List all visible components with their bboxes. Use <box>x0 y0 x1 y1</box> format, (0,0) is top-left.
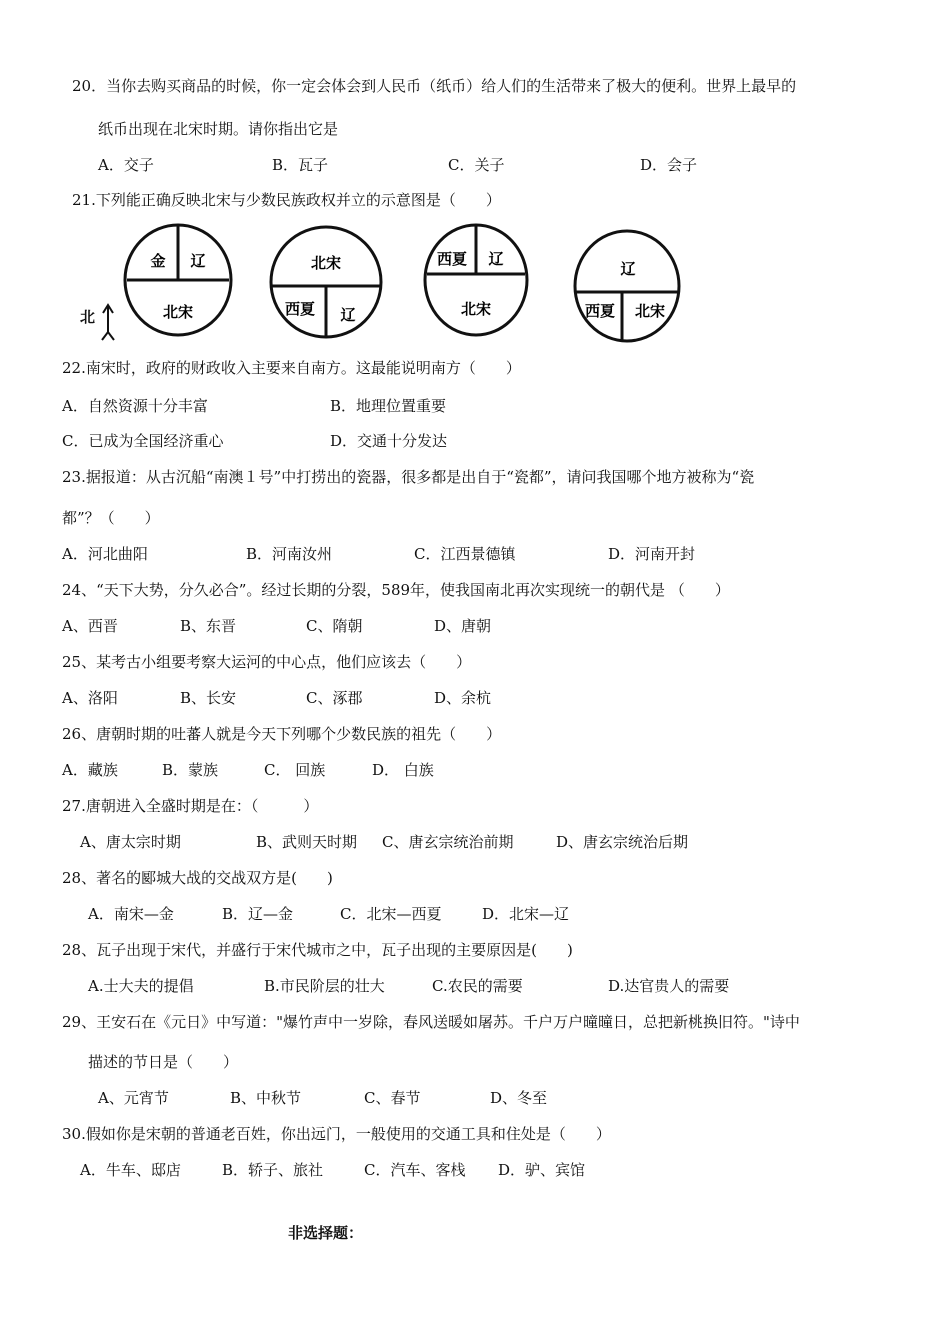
q24-option-a: A、西晋 <box>62 617 118 635</box>
q20-option-a: A．交子 <box>98 156 154 174</box>
diagram-3-bottom: 北宋 <box>460 300 492 318</box>
diagram-3 <box>422 222 530 338</box>
q27-option-c: C、唐玄宗统治前期 <box>382 833 514 851</box>
q28a-option-a: A．南宋—金 <box>88 905 174 923</box>
q22-option-b: B．地理位置重要 <box>330 397 447 415</box>
q20-option-d: D．会子 <box>640 156 698 174</box>
q28a-option-b: B．辽—金 <box>222 905 294 923</box>
q23-option-b: B．河南汝州 <box>246 545 333 563</box>
q20-stem-line2: 纸币出现在北宋时期。请你指出它是 <box>98 120 339 138</box>
q30-option-b: B．轿子、旅社 <box>222 1161 324 1179</box>
q28b-option-a: A.士大夫的提倡 <box>88 977 194 995</box>
q21-stem: 21.下列能正确反映北宋与少数民族政权并立的示意图是（ ） <box>72 191 501 209</box>
q30-option-c: C．汽车、客栈 <box>364 1161 466 1179</box>
q29-stem-line1: 29、王安石在《元日》中写道："爆竹声中一岁除，春风送暖如屠苏。千户万户曈曈日，总把新桃换旧符。"诗中 <box>62 1013 800 1031</box>
q27-option-b: B、武则天时期 <box>256 833 358 851</box>
q28a-option-c: C．北宋—西夏 <box>340 905 442 923</box>
q30-option-a: A．牛车、邸店 <box>80 1161 181 1179</box>
q22-stem: 22.南宋时，政府的财政收入主要来自南方。这最能说明南方（ ） <box>62 359 521 377</box>
q24-stem: 24、“天下大势，分久必合”。经过长期的分裂，589年，使我国南北再次实现统一的朝代是 （ ） <box>62 581 730 599</box>
q20-stem-line1: 20．当你去购买商品的时候，你一定会体会到人民币（纸币）给人们的生活带来了极大的便利。世界上最早的 <box>72 77 797 95</box>
diagram-2-bottom-right: 辽 <box>340 306 356 324</box>
q25-option-d: D、余杭 <box>434 689 492 707</box>
q28b-option-d: D.达官贵人的需要 <box>608 977 730 995</box>
q20-option-b: B．瓦子 <box>272 156 329 174</box>
q25-option-b: B、长安 <box>180 689 237 707</box>
q26-stem: 26、唐朝时期的吐蕃人就是今天下列哪个少数民族的祖先（ ） <box>62 725 502 743</box>
q22-option-c: C．已成为全国经济重心 <box>62 432 224 450</box>
q26-option-b: B．蒙族 <box>162 761 219 779</box>
diagram-2-bottom-left: 西夏 <box>284 300 316 318</box>
q23-stem-line1: 23.据报道：从古沉船“南澳１号”中打捞出的瓷器，很多都是出自于“瓷都”，请问我国哪个地方被称为“瓷 <box>62 468 755 486</box>
q28b-stem: 28、瓦子出现于宋代，并盛行于宋代城市之中，瓦子出现的主要原因是( ) <box>62 941 573 959</box>
q23-option-a: A．河北曲阳 <box>62 545 148 563</box>
q24-option-b: B、东晋 <box>180 617 237 635</box>
q28a-stem: 28、著名的郾城大战的交战双方是( ) <box>62 869 333 887</box>
q22-option-a: A．自然资源十分丰富 <box>62 397 208 415</box>
q26-option-a: A．藏族 <box>62 761 118 779</box>
q29-option-c: C、春节 <box>364 1089 421 1107</box>
q27-option-a: A、唐太宗时期 <box>80 833 181 851</box>
q22-option-d: D．交通十分发达 <box>330 432 448 450</box>
diagram-1-top-right: 辽 <box>190 252 206 270</box>
q23-stem-line2: 都”？（ ） <box>62 509 160 527</box>
q28b-option-b: B.市民阶层的壮大 <box>264 977 385 995</box>
diagram-1 <box>122 222 234 338</box>
north-label: 北 <box>80 308 96 326</box>
diagram-1-bottom: 北宋 <box>162 303 194 321</box>
q30-stem: 30.假如你是宋朝的普通老百姓，你出远门，一般使用的交通工具和住处是（ ） <box>62 1125 611 1143</box>
q24-option-d: D、唐朝 <box>434 617 492 635</box>
q24-option-c: C、隋朝 <box>306 617 363 635</box>
q25-option-a: A、洛阳 <box>62 689 118 707</box>
q30-option-d: D．驴、宾馆 <box>498 1161 586 1179</box>
diagram-4 <box>572 228 682 344</box>
diagram-3-top-right: 辽 <box>488 250 504 268</box>
diagram-3-top-left: 西夏 <box>436 250 468 268</box>
diagram-2-top: 北宋 <box>310 254 342 272</box>
q27-stem: 27.唐朝进入全盛时期是在：（ ） <box>62 797 319 815</box>
q26-option-c: C． 回族 <box>264 761 326 779</box>
diagram-4-bottom-right: 北宋 <box>634 302 666 320</box>
q27-option-d: D、唐玄宗统治后期 <box>556 833 689 851</box>
diagram-4-bottom-left: 西夏 <box>584 302 616 320</box>
diagram-2 <box>268 224 384 340</box>
q23-option-d: D．河南开封 <box>608 545 696 563</box>
diagram-4-top: 辽 <box>620 260 636 278</box>
q29-stem-line2: 描述的节日是（ ） <box>88 1053 239 1071</box>
q29-option-b: B、中秋节 <box>230 1089 302 1107</box>
q23-option-c: C．江西景德镇 <box>414 545 516 563</box>
q29-option-a: A、元宵节 <box>98 1089 169 1107</box>
q25-option-c: C、涿郡 <box>306 689 363 707</box>
section-heading-non-choice: 非选择题： <box>288 1224 364 1242</box>
q25-stem: 25、某考古小组要考察大运河的中心点，他们应该去（ ） <box>62 653 472 671</box>
q29-option-d: D、冬至 <box>490 1089 548 1107</box>
q20-option-c: C．关子 <box>448 156 505 174</box>
q28a-option-d: D．北宋—辽 <box>482 905 570 923</box>
q28b-option-c: C.农民的需要 <box>432 977 523 995</box>
q26-option-d: D． 白族 <box>372 761 434 779</box>
diagram-1-top-left: 金 <box>150 252 166 270</box>
